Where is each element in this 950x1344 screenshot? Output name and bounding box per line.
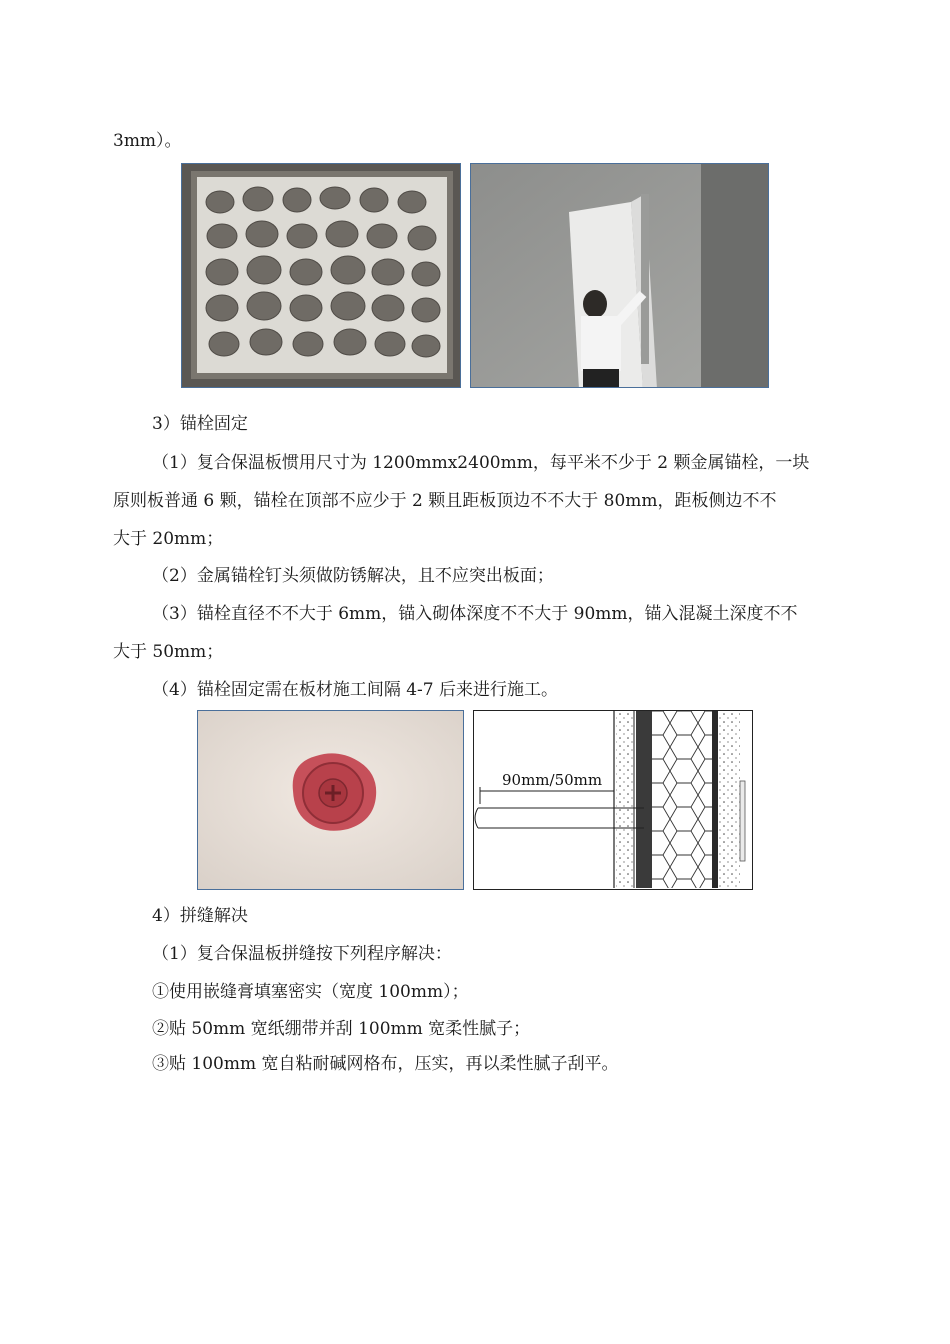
- photo-mortar-dabs: [181, 163, 461, 388]
- paragraph-line: 大于 20mm；: [113, 529, 224, 549]
- paragraph-line: （1）复合保温板拼缝按下列程序解决：: [152, 944, 452, 964]
- step-1: ①使用嵌缝膏填塞密实（宽度 100mm）；: [152, 982, 469, 1002]
- board-installation-image: [471, 164, 769, 388]
- paragraph-line: 原则板普通 6 颗，锚栓在顶部不应少于 2 颗且距板顶边不不大于 80mm，距板侧边不不: [113, 491, 777, 511]
- paragraph-line: 大于 50mm；: [113, 642, 224, 662]
- section-heading-joint-treatment: 4）拼缝解决: [152, 906, 248, 926]
- dimension-label: 90mm/50mm: [502, 771, 603, 789]
- paragraph-line: （1）复合保温板惯用尺寸为 1200mmx2400mm，每平米不少于 2 颗金属锚栓，一块: [152, 453, 810, 473]
- diagram-anchor-section: [473, 710, 753, 890]
- photo-board-installation: [470, 163, 769, 388]
- step-2: ②贴 50mm 宽纸绷带并刮 100mm 宽柔性腻子；: [152, 1019, 531, 1039]
- anchor-section-drawing: [474, 711, 751, 888]
- paragraph-line: （3）锚栓直径不不大于 6mm，锚入砌体深度不不大于 90mm，锚入混凝土深度不不: [152, 604, 798, 624]
- mortar-dabs-image: [182, 164, 461, 388]
- text-line: 3mm）。: [113, 131, 182, 151]
- section-heading-anchor-fixing: 3）锚栓固定: [152, 414, 248, 434]
- paragraph-line: （4）锚栓固定需在板材施工间隔 4-7 后来进行施工。: [152, 680, 558, 700]
- photo-anchor-cap: [197, 710, 464, 890]
- step-3: ③贴 100mm 宽自粘耐碱网格布，压实，再以柔性腻子刮平。: [152, 1054, 619, 1074]
- anchor-cap-image: [198, 711, 464, 890]
- paragraph-line: （2）金属锚栓钉头须做防锈解决，且不应突出板面；: [152, 566, 554, 586]
